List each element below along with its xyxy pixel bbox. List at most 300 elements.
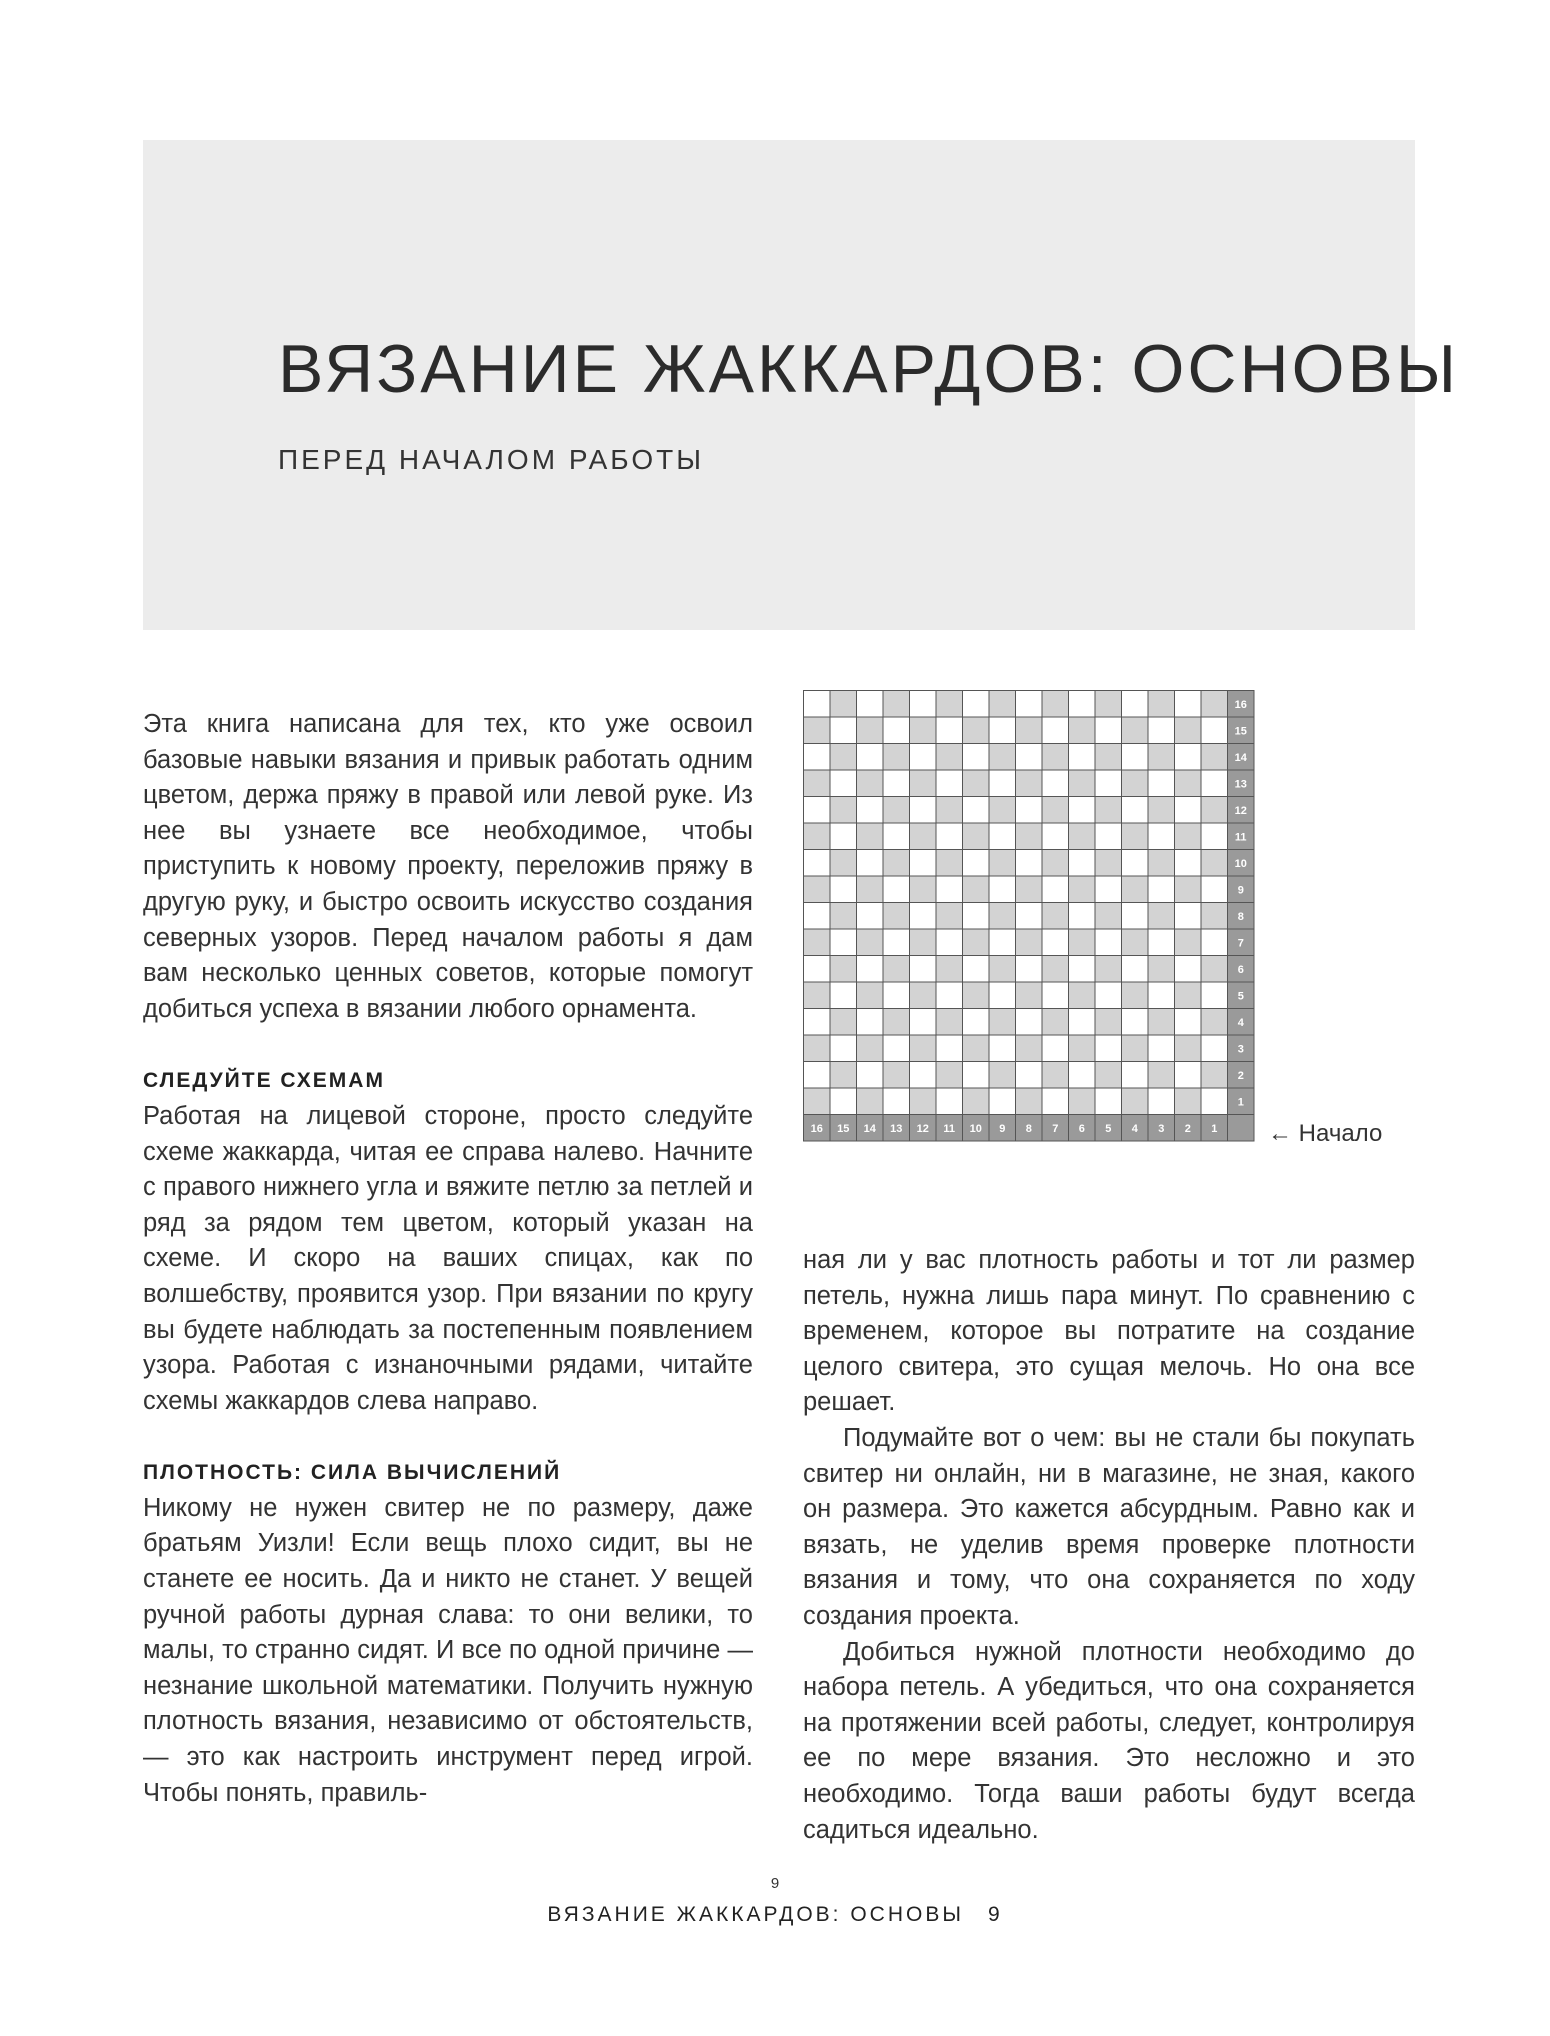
chart-cell (1016, 797, 1043, 824)
chart-cell (936, 1035, 963, 1062)
chart-cell (963, 1009, 990, 1036)
chart-cell (1095, 797, 1122, 824)
chart-cell (830, 823, 857, 850)
running-footer (0, 1903, 1550, 1927)
chart-cell (830, 797, 857, 824)
chart-cell (830, 876, 857, 903)
chart-cell (1095, 903, 1122, 930)
chart-cell (1069, 982, 1096, 1009)
chart-cell (804, 1088, 831, 1115)
chart-cell (804, 850, 831, 877)
left-column (143, 707, 753, 1811)
chart-cell (1175, 797, 1202, 824)
chart-cell (1201, 797, 1228, 824)
chart-cell (1148, 823, 1175, 850)
chart-cell (1175, 823, 1202, 850)
chart-cell (963, 1062, 990, 1089)
row-label: 16 (1234, 698, 1247, 711)
chart-cell (1175, 850, 1202, 877)
chart-cell (936, 876, 963, 903)
chart-cell (830, 717, 857, 744)
chart-cell (883, 744, 910, 771)
chart-cell (1201, 717, 1228, 744)
chart-cell (830, 903, 857, 930)
row-label: 5 (1237, 990, 1244, 1003)
chart-cell (936, 929, 963, 956)
chart-cell (1175, 982, 1202, 1009)
chart-cell (1069, 1062, 1096, 1089)
chart-cell (804, 876, 831, 903)
chart-cell (804, 982, 831, 1009)
chart-cell (1122, 744, 1149, 771)
chart-cell (1069, 1009, 1096, 1036)
chart-cell (1095, 744, 1122, 771)
chart-cell (1016, 929, 1043, 956)
chart-cell (1069, 1035, 1096, 1062)
chart-cell (830, 850, 857, 877)
chart-cell (1016, 1088, 1043, 1115)
chart-cell (963, 1088, 990, 1115)
chart-cell (963, 1035, 990, 1062)
chart-cell (857, 770, 884, 797)
chart-cell (1148, 850, 1175, 877)
row-label: 2 (1237, 1069, 1244, 1082)
chart-cell (1122, 850, 1149, 877)
chart-cell (910, 691, 937, 718)
row-label: 15 (1234, 725, 1247, 738)
chart-cell (1201, 1062, 1228, 1089)
column-label: 13 (890, 1122, 903, 1135)
chart-cell (910, 1035, 937, 1062)
chart-cell (1069, 770, 1096, 797)
chart-cell (963, 797, 990, 824)
chart-cell (1016, 823, 1043, 850)
chart-cell (804, 797, 831, 824)
chart-cell (1042, 823, 1069, 850)
chart-start-label: ← Начало (1268, 1120, 1383, 1147)
chart-cell (963, 823, 990, 850)
chart-cell (883, 1062, 910, 1089)
chart-cell (857, 797, 884, 824)
chart-cell (910, 876, 937, 903)
chart-cell (1016, 1035, 1043, 1062)
chart-cell (883, 1009, 910, 1036)
chart-cell (1016, 1009, 1043, 1036)
chart-cell (989, 1009, 1016, 1036)
chart-cell (936, 1009, 963, 1036)
page-subtitle: ПЕРЕД НАЧАЛОМ РАБОТЫ (278, 444, 705, 475)
page-title: ВЯЗАНИЕ ЖАККАРДОВ: ОСНОВЫ (278, 331, 1460, 407)
chart-cell (963, 876, 990, 903)
chart-cell (1095, 823, 1122, 850)
chart-cell (963, 929, 990, 956)
chart-cell (910, 850, 937, 877)
chart-cell (1069, 797, 1096, 824)
row-label: 9 (1237, 884, 1244, 897)
chart-cell (1201, 823, 1228, 850)
gauge-paragraph: Никому не нужен свитер не по размеру, даже братьям Уизли! Если вещь плохо сидит, вы не станете ее носить. Да и никто не станет. У вещей ручной работы дурная слава: то они велики, то малы, то странно сидят. И все по одной причине — незнание школьной математики. Получить нужную плотность вязания, независимо от обстоятельств, — это как настроить инструмент перед игрой. Чтобы понять, правиль- (143, 1493, 753, 1807)
chart-cell (1016, 717, 1043, 744)
chart-cell (1016, 1062, 1043, 1089)
running-footer-title: ВЯЗАНИЕ ЖАККАРДОВ: ОСНОВЫ (547, 1903, 964, 1926)
chart-cell (1016, 850, 1043, 877)
chart-cell (1175, 770, 1202, 797)
chart-cell (1148, 929, 1175, 956)
chart-cell (1095, 691, 1122, 718)
chart-cell (857, 744, 884, 771)
chart-cell (1042, 850, 1069, 877)
row-label: 7 (1237, 937, 1244, 950)
chart-cell (1069, 691, 1096, 718)
chart-cell (1122, 903, 1149, 930)
chart-cell (1148, 1088, 1175, 1115)
chart-cell (963, 691, 990, 718)
chart-cell (1016, 744, 1043, 771)
column-label: 4 (1131, 1122, 1138, 1135)
chart-cell (1201, 982, 1228, 1009)
chart-cell (963, 956, 990, 983)
chart-cell (830, 691, 857, 718)
chart-cell (1122, 1062, 1149, 1089)
chart-cell (1201, 770, 1228, 797)
chart-cell (1148, 744, 1175, 771)
column-label: 6 (1078, 1122, 1085, 1135)
chart-cell (830, 982, 857, 1009)
jacquard-chart (803, 690, 1263, 1155)
chart-cell (936, 691, 963, 718)
row-label: 3 (1237, 1043, 1244, 1056)
chart-cell (936, 797, 963, 824)
chart-cell (857, 982, 884, 1009)
chart-cell (804, 717, 831, 744)
chart-cell (857, 823, 884, 850)
title-banner (143, 140, 1460, 630)
chart-cell (830, 956, 857, 983)
chart-cell (1148, 903, 1175, 930)
chart-cell (1042, 876, 1069, 903)
column-label: 3 (1158, 1122, 1165, 1135)
chart-cell (1201, 929, 1228, 956)
intro-paragraph: Эта книга написана для тех, кто уже освоил базовые навыки вязания и привык работать одним цветом, держа пряжу в правой или левой руке. Из нее вы узнаете все необходимое, чтобы приступить к новому проекту, переложив пряжу в другую руку, и быстро освоить искусство создания северных узоров. Перед началом работы я дам вам несколько ценных советов, которые помогут добиться успеха в вязании любого орнамента. (143, 710, 753, 1023)
chart-cell (1069, 744, 1096, 771)
chart-cell (1175, 1062, 1202, 1089)
row-label: 10 (1234, 857, 1247, 870)
row-label: 8 (1237, 910, 1244, 923)
chart-cell (963, 982, 990, 1009)
chart-cell (830, 1062, 857, 1089)
chart-cell (936, 850, 963, 877)
chart-cell (830, 1035, 857, 1062)
chart-cell (804, 770, 831, 797)
section-heading-gauge: ПЛОТНОСТЬ: СИЛА ВЫЧИСЛЕНИЙ (143, 1461, 562, 1485)
chart-cell (1042, 797, 1069, 824)
chart-cell (804, 744, 831, 771)
chart-cell (936, 956, 963, 983)
chart-cell (989, 797, 1016, 824)
chart-cell (857, 691, 884, 718)
chart-cell (857, 876, 884, 903)
chart-cell (910, 1009, 937, 1036)
chart-cell (1175, 929, 1202, 956)
column-label: 8 (1025, 1122, 1032, 1135)
chart-cell (1095, 1088, 1122, 1115)
chart-cell (1201, 1035, 1228, 1062)
chart-cell (1175, 903, 1202, 930)
chart-cell (1122, 823, 1149, 850)
chart-cell (804, 929, 831, 956)
chart-cell (1175, 1009, 1202, 1036)
chart-cell (883, 1088, 910, 1115)
chart-cell (804, 691, 831, 718)
chart-cell (963, 850, 990, 877)
chart-cell (1201, 1009, 1228, 1036)
right-paragraph-1: ная ли у вас плотность работы и тот ли размер петель, нужна лишь пара минут. По сравнению с временем, которое вы потратите на создание целого свитера, это сущая мелочь. Но она все решает. (803, 1246, 1415, 1417)
chart-cell (804, 1009, 831, 1036)
chart-cell (1148, 797, 1175, 824)
chart-cell (910, 1062, 937, 1089)
jacquard-chart-grid (803, 690, 1263, 1150)
chart-cell (1201, 876, 1228, 903)
chart-cell (1175, 717, 1202, 744)
chart-cell (1016, 691, 1043, 718)
chart-cell (1175, 876, 1202, 903)
right-column (803, 1243, 1415, 1848)
row-label: 11 (1234, 831, 1247, 844)
chart-cell (1042, 744, 1069, 771)
chart-cell (1175, 1035, 1202, 1062)
chart-cell (857, 1062, 884, 1089)
row-label: 12 (1234, 804, 1247, 817)
chart-cell (883, 823, 910, 850)
column-label: 14 (863, 1122, 876, 1135)
page-number: 9 (770, 1875, 780, 1892)
chart-cell (1095, 929, 1122, 956)
column-label: 10 (969, 1122, 982, 1135)
chart-cell (936, 903, 963, 930)
chart-cell (1095, 982, 1122, 1009)
chart-cell (910, 929, 937, 956)
chart-cell (804, 823, 831, 850)
chart-cell (1122, 876, 1149, 903)
chart-cell (883, 797, 910, 824)
chart-cell (936, 717, 963, 744)
chart-cell (857, 1009, 884, 1036)
chart-cell (1175, 691, 1202, 718)
chart-cell (804, 1062, 831, 1089)
chart-cell (1148, 956, 1175, 983)
chart-cell (936, 1062, 963, 1089)
chart-cell (857, 903, 884, 930)
chart-cell (1042, 929, 1069, 956)
chart-cell (883, 717, 910, 744)
row-label: 6 (1237, 963, 1244, 976)
chart-cell (830, 929, 857, 956)
chart-cell (1122, 1009, 1149, 1036)
chart-cell (936, 744, 963, 771)
row-label: 13 (1234, 778, 1247, 791)
chart-cell (857, 850, 884, 877)
chart-cell (804, 956, 831, 983)
chart-cell (963, 744, 990, 771)
chart-cell (910, 823, 937, 850)
chart-cell (1042, 956, 1069, 983)
right-paragraph-3: Добиться нужной плотности необходимо до набора петель. А убедиться, что она сохраняется на протяжении всей работы, следует, контролируя ее по мере вязания. Это несложно и это необходимо. Тогда ваши работы будут всегда садиться идеально. (803, 1637, 1415, 1844)
chart-cell (1095, 1062, 1122, 1089)
chart-cell (1122, 929, 1149, 956)
follow-charts-paragraph: Работая на лицевой стороне, просто следуйте схеме жаккарда, читая ее справа налево. Начните с правого нижнего угла и вяжите петлю за петлей и ряд за рядом тем цветом, который указан на схеме. И скоро на ваших спицах, как по волшебству, проявится узор. При вязании по кругу вы будете наблюдать за постепенным появлением узора. Работая с изнаночными рядами, читайте схемы жаккардов слева направо. (143, 1101, 753, 1415)
chart-cell (804, 903, 831, 930)
chart-cell (1042, 691, 1069, 718)
chart-cell (1069, 717, 1096, 744)
chart-cell (910, 744, 937, 771)
chart-cell (1201, 956, 1228, 983)
chart-cell (857, 1035, 884, 1062)
running-footer-page: 9 (987, 1903, 1003, 1926)
chart-cell (1175, 744, 1202, 771)
row-label: 14 (1234, 751, 1247, 764)
chart-cell (936, 823, 963, 850)
chart-cell (1122, 956, 1149, 983)
column-label: 9 (999, 1122, 1006, 1135)
section-heading-follow-charts: СЛЕДУЙТЕ СХЕМАМ (143, 1069, 385, 1093)
chart-cell (910, 1088, 937, 1115)
chart-cell (1122, 982, 1149, 1009)
chart-cell (1122, 1035, 1149, 1062)
chart-cell (1016, 956, 1043, 983)
chart-cell (989, 770, 1016, 797)
chart-cell (1069, 876, 1096, 903)
chart-cell (1069, 823, 1096, 850)
chart-cell (963, 717, 990, 744)
chart-cell (936, 770, 963, 797)
chart-cell (1148, 770, 1175, 797)
chart-cell (910, 903, 937, 930)
chart-cell (857, 929, 884, 956)
chart-cell (989, 903, 1016, 930)
chart-cell (1148, 982, 1175, 1009)
chart-cell (1148, 1009, 1175, 1036)
chart-cell (936, 982, 963, 1009)
column-label: 1 (1211, 1122, 1218, 1135)
chart-cell (1095, 1035, 1122, 1062)
chart-cell (1095, 850, 1122, 877)
chart-cell (1201, 744, 1228, 771)
chart-cell (883, 956, 910, 983)
chart-cell (1201, 903, 1228, 930)
chart-cell (989, 929, 1016, 956)
right-paragraph-2: Подумайте вот о чем: вы не стали бы покупать свитер ни онлайн, ни в магазине, не зная, какого он размера. Это кажется абсурдным. Равно как и вязать, не уделив время проверке плотности вязания и тому, что она сохраняется по ходу создания проекта. (803, 1423, 1415, 1630)
chart-cell (1175, 1088, 1202, 1115)
chart-cell (883, 903, 910, 930)
chart-cell (989, 1035, 1016, 1062)
chart-cell (989, 1062, 1016, 1089)
column-label: 15 (837, 1122, 850, 1135)
chart-cell (989, 876, 1016, 903)
column-label: 2 (1184, 1122, 1191, 1135)
chart-cell (1042, 1035, 1069, 1062)
chart-cell (857, 717, 884, 744)
chart-cell (1069, 956, 1096, 983)
chart-cell (963, 903, 990, 930)
chart-cell (883, 929, 910, 956)
chart-cell (1095, 770, 1122, 797)
chart-cell (1095, 1009, 1122, 1036)
chart-cell (1148, 1062, 1175, 1089)
chart-cell (989, 956, 1016, 983)
chart-cell (910, 717, 937, 744)
chart-cell (1042, 1088, 1069, 1115)
chart-cell (1148, 717, 1175, 744)
chart-cell (1122, 691, 1149, 718)
row-label: 4 (1237, 1016, 1244, 1029)
chart-cell (1095, 876, 1122, 903)
chart-cell (1201, 691, 1228, 718)
chart-cell (830, 770, 857, 797)
chart-cell (936, 1088, 963, 1115)
chart-cell (883, 982, 910, 1009)
chart-cell (883, 691, 910, 718)
chart-cell (1201, 1088, 1228, 1115)
chart-cell (1122, 797, 1149, 824)
column-label: 7 (1052, 1122, 1059, 1135)
chart-cell (1069, 929, 1096, 956)
chart-cell (1042, 1062, 1069, 1089)
chart-cell (1016, 982, 1043, 1009)
chart-cell (883, 876, 910, 903)
chart-cell (804, 1035, 831, 1062)
chart-cell (1042, 982, 1069, 1009)
chart-cell (910, 770, 937, 797)
chart-cell (1042, 717, 1069, 744)
column-label: 12 (916, 1122, 929, 1135)
chart-cell (1016, 876, 1043, 903)
chart-cell (1095, 717, 1122, 744)
chart-cell (857, 956, 884, 983)
chart-cell (910, 956, 937, 983)
row-label: 1 (1237, 1096, 1244, 1109)
chart-cell (1201, 850, 1228, 877)
chart-cell (883, 770, 910, 797)
chart-cell (1016, 770, 1043, 797)
chart-cell (830, 1009, 857, 1036)
chart-cell (1042, 1009, 1069, 1036)
chart-cell (963, 770, 990, 797)
chart-cell (989, 850, 1016, 877)
chart-cell (1122, 1088, 1149, 1115)
chart-cell (857, 1088, 884, 1115)
chart-cell (1069, 850, 1096, 877)
column-label: 11 (943, 1122, 956, 1135)
chart-cell (1069, 903, 1096, 930)
chart-corner-cell (1228, 1115, 1255, 1142)
chart-cell (1069, 1088, 1096, 1115)
chart-cell (989, 982, 1016, 1009)
chart-cell (883, 1035, 910, 1062)
chart-cell (1122, 717, 1149, 744)
column-label: 5 (1105, 1122, 1112, 1135)
chart-cell (1148, 1035, 1175, 1062)
chart-cell (1175, 956, 1202, 983)
chart-cell (989, 1088, 1016, 1115)
chart-cell (989, 717, 1016, 744)
chart-cell (1148, 691, 1175, 718)
chart-cell (989, 691, 1016, 718)
chart-cell (1042, 770, 1069, 797)
chart-cell (1148, 876, 1175, 903)
chart-cell (830, 1088, 857, 1115)
chart-cell (910, 982, 937, 1009)
chart-cell (883, 850, 910, 877)
